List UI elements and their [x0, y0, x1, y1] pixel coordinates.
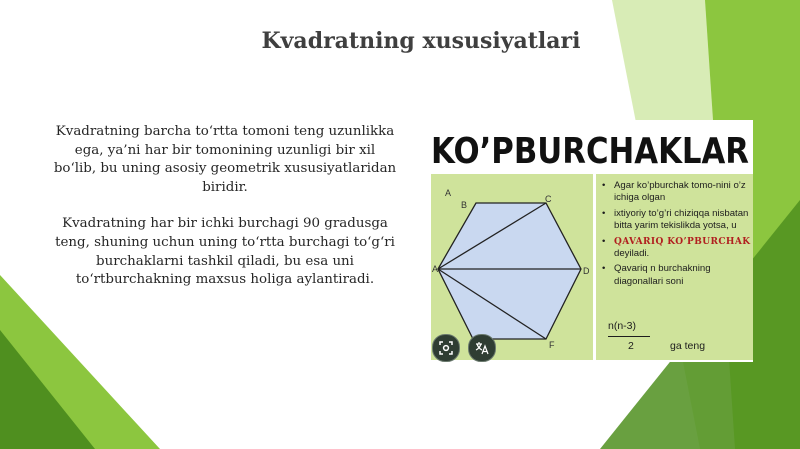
- bullet-item: • Qavariq n burchakning diagonallari soni: [596, 263, 753, 288]
- bullet-tail: deyiladi.: [614, 248, 650, 260]
- formula-denominator: 2: [628, 340, 634, 352]
- convex-polygon-term: QAVARIQ KO’PBURCHAK: [614, 236, 751, 247]
- bullet-item: [596, 236, 753, 261]
- translate-icon: [475, 341, 489, 355]
- formula-numerator: n(n-3): [608, 320, 637, 332]
- diagonal-formula: [596, 314, 753, 360]
- point-label-f: F: [549, 340, 555, 350]
- polygon-figure: [428, 120, 753, 362]
- hexagon-diagram: [431, 174, 593, 360]
- point-label-a: A: [445, 188, 452, 198]
- bullet-item: • ixtiyoriy to’g’ri chiziqqa nisbatan bitta yarim tekislikda yotsa, u: [596, 208, 753, 233]
- figure-heading-text: KO’PBURCHAKLAR: [431, 131, 749, 172]
- point-label-b: B: [461, 200, 468, 210]
- lens-search-icon: [439, 341, 453, 355]
- geometry-panel: [431, 174, 593, 360]
- formula-tail: ga teng: [670, 340, 706, 352]
- paragraph-1: Kvadratning barcha to‘rtta tomoni teng uzunlikka ega, ya’ni har bir tomonining uzunligi bir xil bo‘lib, bu uning asosiy geometrik xususiyatlaridan biridir.: [53, 124, 397, 195]
- translate-button[interactable]: [468, 334, 496, 362]
- paragraph-2: Kvadratning har bir ichki burchagi 90 gradusga teng, shuning uchun uning to‘rtta burchagi to‘g‘ri burchaklarni tashkil qiladi, bu esa uni to‘rtburchakning maxsus holiga aylantiradi.: [55, 216, 395, 288]
- lens-search-button[interactable]: [432, 334, 460, 362]
- fraction-bar: [608, 336, 650, 337]
- point-label-d: D: [583, 266, 590, 276]
- slide-body: [52, 123, 398, 290]
- bullet-item: • Agar ko’pburchak tomo-nini o’z ichiga olgan: [596, 180, 753, 205]
- bullet-list: [596, 180, 753, 291]
- hexagon: [438, 203, 581, 339]
- slide-title: Kvadratning xususiyatlari: [261, 28, 581, 54]
- figure-heading: [428, 122, 753, 170]
- point-label-c: C: [545, 194, 552, 204]
- definition-panel: [596, 174, 753, 360]
- point-label-a-vertex: A: [432, 264, 439, 274]
